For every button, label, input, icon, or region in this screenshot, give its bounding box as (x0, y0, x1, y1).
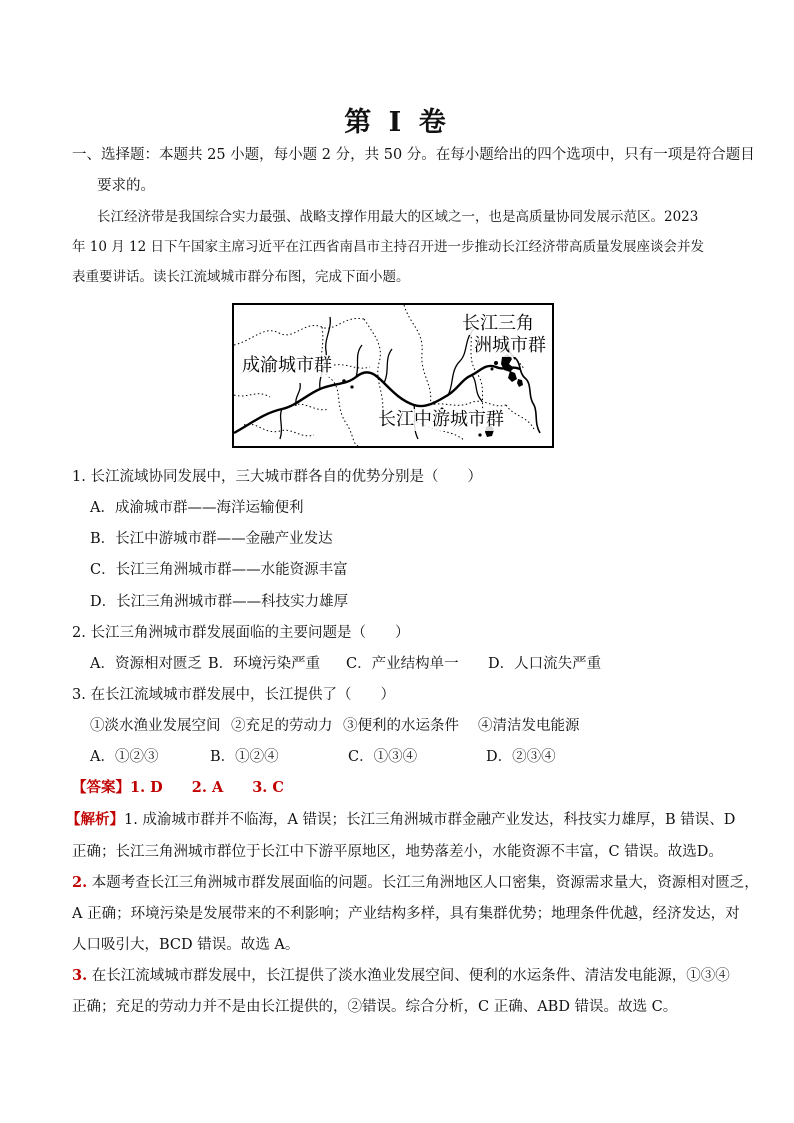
label-delta-cluster-line2: 洲城市群 (474, 335, 546, 356)
passage-line-1: 长江经济带是我国综合实力最强、战略支撑作用最大的区域之一，也是高质量协同发展示范区。2023 (97, 209, 699, 225)
question-1-stem: 1. 长江流域协同发展中，三大城市群各自的优势分别是（ ） (72, 469, 482, 485)
section-heading-cont: 要求的。 (97, 178, 155, 194)
analysis-p2-text: 本题考查长江三角洲城市群发展面临的问题。长江三角洲地区人口密集，资源需求量大，资源相对匮乏， (87, 875, 759, 891)
label-delta-cluster-line1: 长江三角 (462, 313, 534, 334)
q1-option-b: B．长江中游城市群——金融产业发达 (90, 531, 333, 547)
analysis-p2-line1 (72, 873, 759, 893)
analysis-p3-line1 (72, 966, 732, 986)
label-middle-reaches-cluster: 长江中游城市群 (378, 409, 504, 430)
analysis-p3-text: 在长江流域城市群发展中，长江提供了淡水渔业发展空间、便利的水运条件、清洁发电能源，①③④ (87, 968, 730, 984)
q3-items-row (90, 716, 750, 736)
label-chengyu-cluster: 成渝城市群 (242, 355, 332, 376)
q1-option-d: D．长江三角洲城市群——科技实力雄厚 (90, 594, 349, 610)
q3-options-row (90, 747, 750, 767)
q3-option-c: C．①③④ (348, 749, 418, 765)
q3-option-b: B．①②④ (210, 749, 279, 765)
q2-options-row (90, 654, 750, 674)
passage-line-3: 表重要讲话。读长江流域城市群分布图，完成下面小题。 (72, 269, 410, 285)
analysis-p3-line2: 正确；充足的劳动力并不是由长江提供的，②错误。综合分析，C 正确、ABD 错误。故选 C。 (72, 999, 678, 1015)
analysis-p3-number: 3. (72, 967, 88, 984)
page-title: 第 I 卷 (344, 107, 450, 138)
question-3-stem: 3. 在长江流域城市群发展中，长江提供了（ ） (72, 687, 395, 703)
q3-option-d: D．②③④ (486, 749, 556, 765)
q1-option-a: A．成渝城市群——海洋运输便利 (90, 500, 304, 516)
q2-option-c: C．产业结构单一 (346, 656, 459, 672)
analysis-p2-number: 2. (72, 874, 88, 891)
answer-line (72, 778, 732, 798)
q3-item-1: ①淡水渔业发展空间 (90, 718, 221, 734)
analysis-p1-line1 (66, 810, 736, 830)
q1-option-c: C．长江三角洲城市群——水能资源丰富 (90, 562, 348, 578)
q3-item-4: ④清洁发电能源 (478, 718, 580, 734)
analysis-p2-line2: A 正确；环境污染是发展带来的不利影响；产业结构多样，具有集群优势；地理条件优越，经济发达，对 (72, 906, 740, 922)
q3-option-a: A．①②③ (90, 749, 159, 765)
analysis-p1-text: 1. 成渝城市群并不临海，A 错误；长江三角洲城市群金融产业发达，科技实力雄厚，B 错误、D (124, 812, 736, 828)
analysis-p1-line2: 正确；长江三角洲城市群位于长江中下游平原地区，地势落差小，水能资源不丰富，C 错误。故选D。 (72, 844, 723, 860)
section-heading: 一、选择题：本题共 25 小题，每小题 2 分，共 50 分。在每小题给出的四个选项中，只有一项是符合题目 (72, 147, 755, 163)
analysis-tag: 【解析】 (66, 811, 124, 828)
q2-option-a: A．资源相对匮乏 (90, 656, 202, 672)
question-2-stem: 2. 长江三角洲城市群发展面临的主要问题是（ ） (72, 625, 410, 641)
q3-item-2: ②充足的劳动力 (231, 718, 333, 734)
q3-item-3: ③便利的水运条件 (343, 718, 459, 734)
analysis-p2-line3: 人口吸引大，BCD 错误。故选 A。 (72, 937, 300, 953)
answer-text: 1. D 2. A 3. C (130, 779, 284, 796)
q2-option-d: D．人口流失严重 (488, 656, 602, 672)
q2-option-b: B．环境污染严重 (208, 656, 321, 672)
passage-line-2: 年 10 月 12 日下午国家主席习近平在江西省南昌市主持召开进一步推动长江经济带高质量发展座谈会并发 (72, 239, 705, 255)
yangtze-city-cluster-map (232, 303, 554, 448)
answer-tag: 【答案】 (72, 779, 130, 796)
